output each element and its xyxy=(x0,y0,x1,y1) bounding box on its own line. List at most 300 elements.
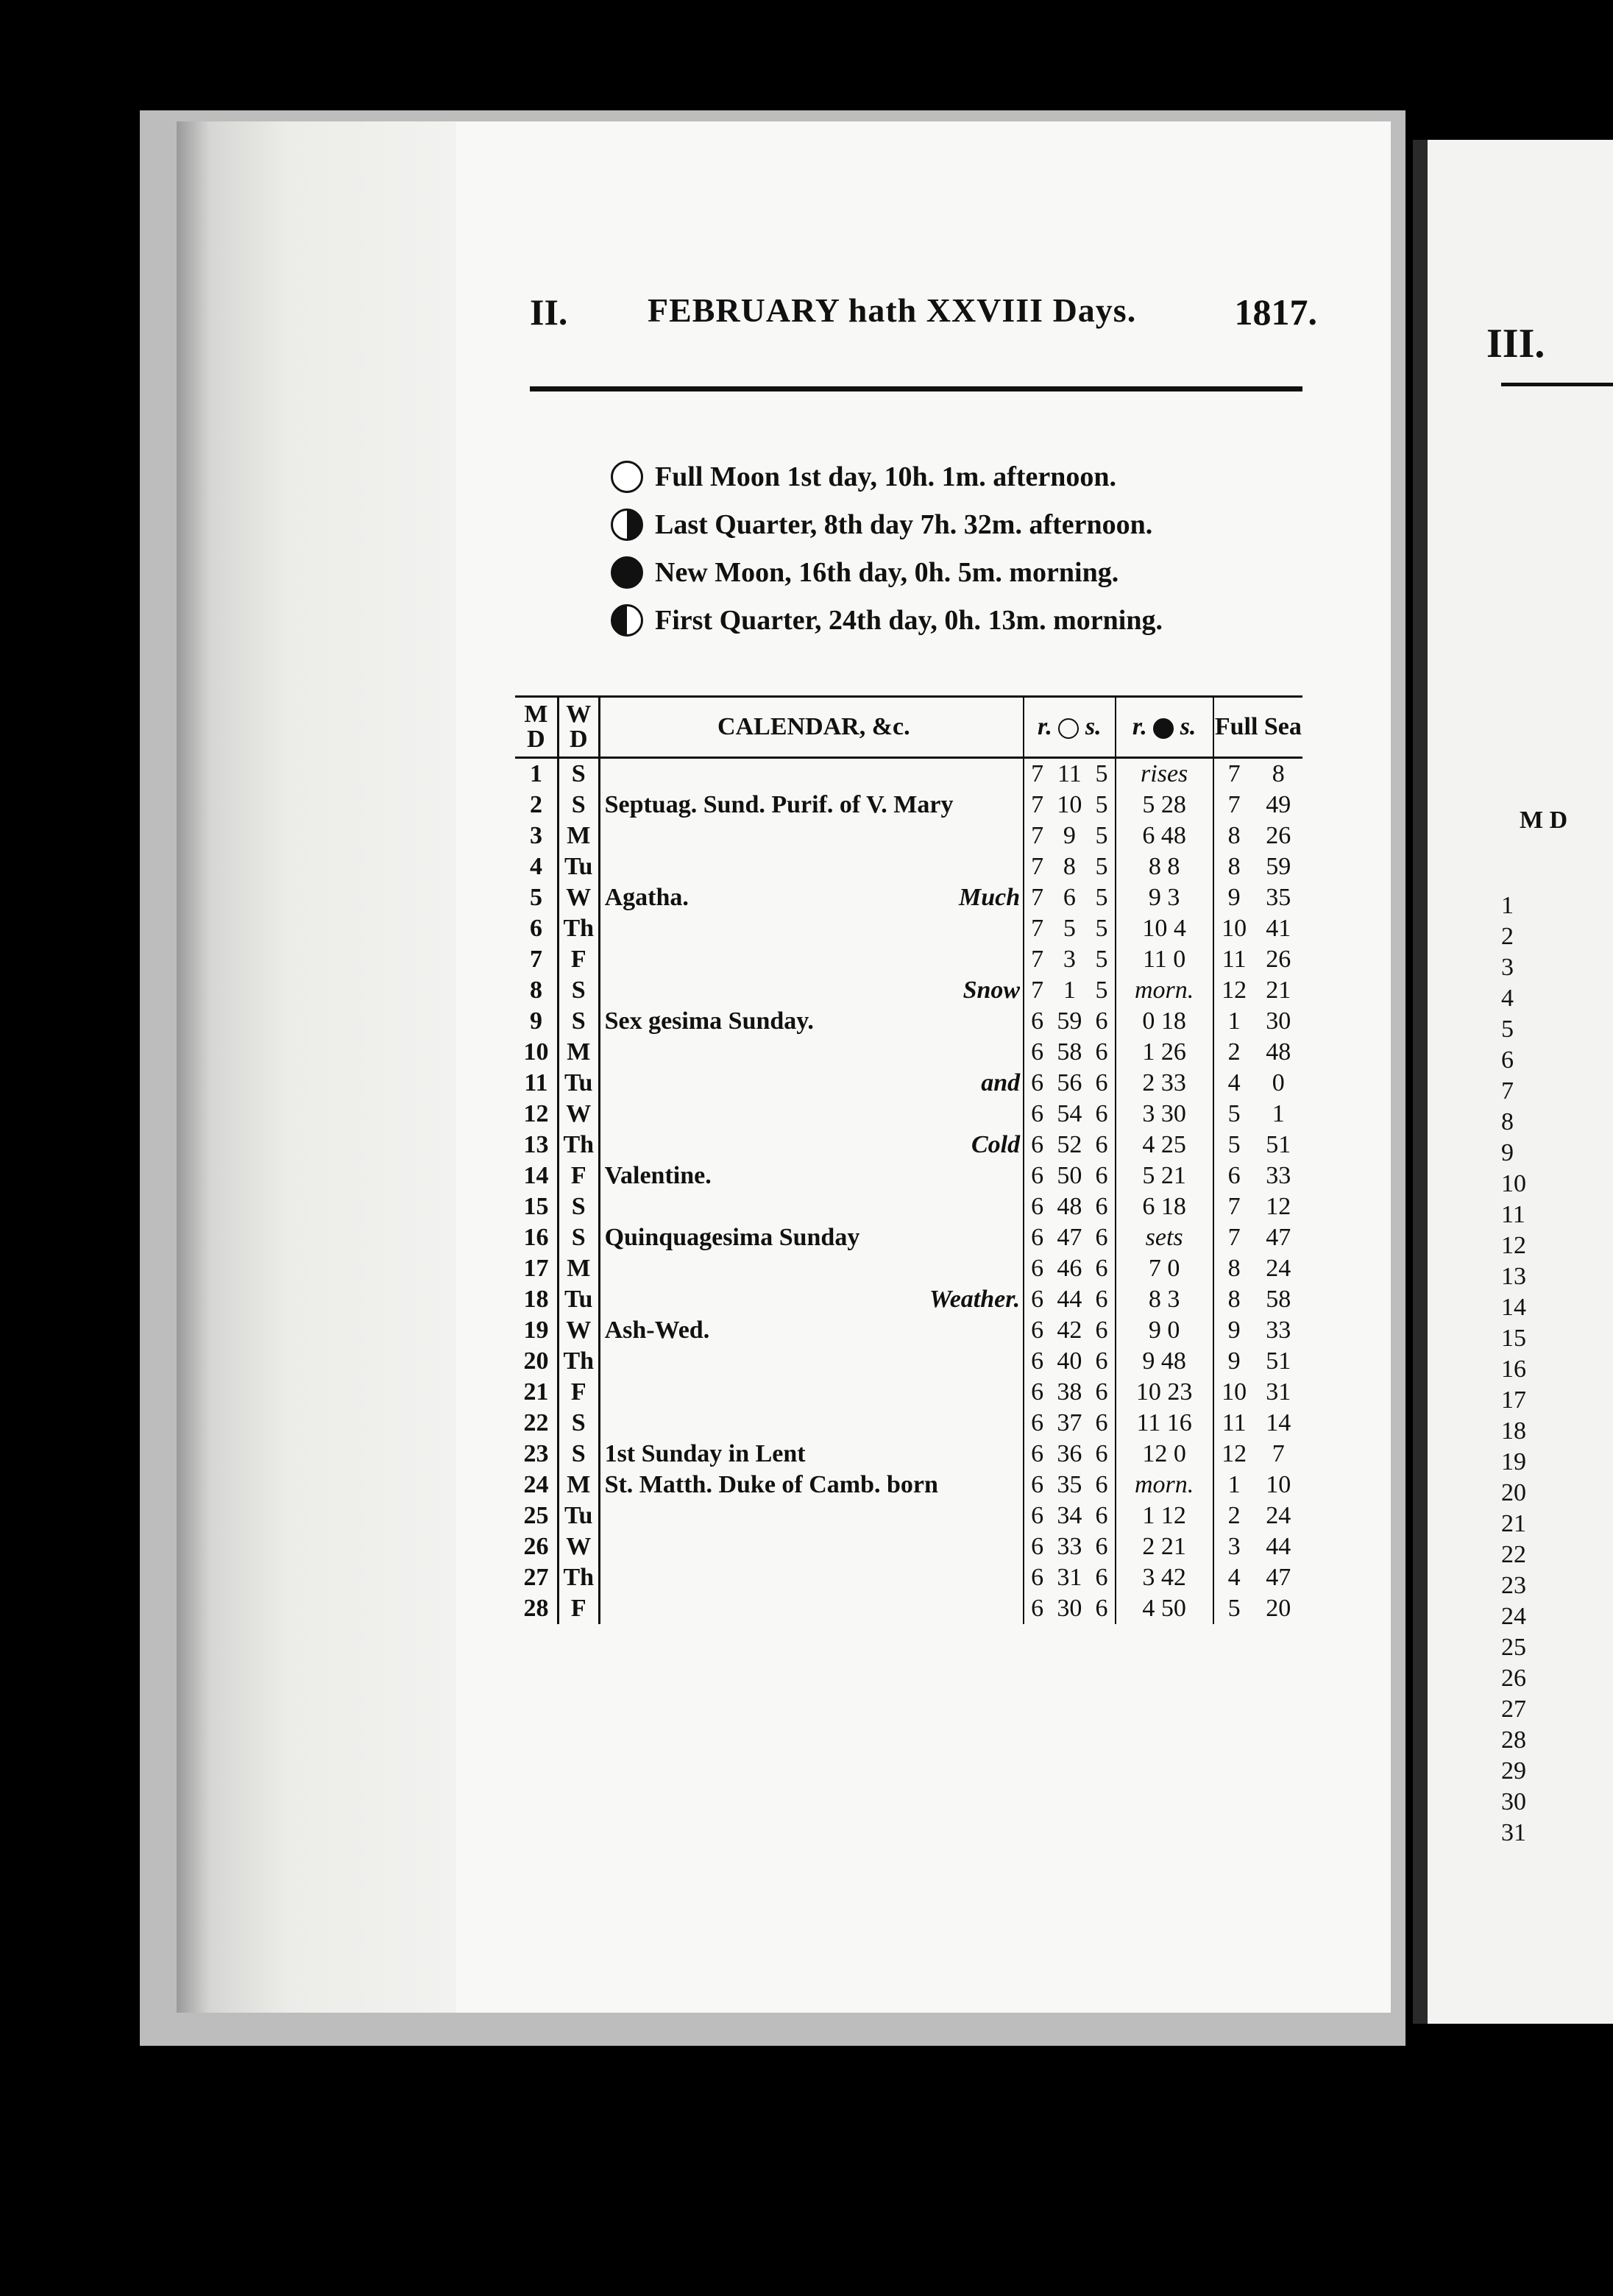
full-sea-minute: 8 xyxy=(1272,760,1285,787)
month-day: 13 xyxy=(523,1131,549,1158)
event-cell xyxy=(599,913,1024,944)
week-day: Th xyxy=(558,1562,599,1593)
sunrise-hour: 6 xyxy=(1024,1130,1050,1161)
table-row xyxy=(515,1470,1302,1500)
moon-rise-set: 7 0 xyxy=(1148,1255,1180,1282)
sunrise-minute: 33 xyxy=(1057,1533,1082,1560)
full-sea-hour: 1 xyxy=(1213,1470,1255,1500)
right-page-day: 8 xyxy=(1501,1108,1514,1135)
event-cell xyxy=(599,1130,1024,1161)
sunrise-hour: 6 xyxy=(1024,1315,1050,1346)
right-page-day: 3 xyxy=(1501,954,1514,981)
week-day: Th xyxy=(558,913,599,944)
full-sea-minute: 51 xyxy=(1266,1131,1291,1158)
sunrise-hour: 6 xyxy=(1024,1161,1050,1191)
sunrise-hour: 6 xyxy=(1024,1377,1050,1408)
moon-rise-set: 4 25 xyxy=(1142,1131,1186,1158)
table-row xyxy=(515,1593,1302,1624)
sunset-hour: 5 xyxy=(1089,821,1116,851)
sunrise-hour: 7 xyxy=(1024,975,1050,1006)
right-page-day: 24 xyxy=(1501,1603,1526,1630)
moon-rise-set: 5 21 xyxy=(1142,1162,1186,1189)
sunset-hour: 6 xyxy=(1089,1130,1116,1161)
table-row xyxy=(515,790,1302,821)
event-text: Septuag. Sund. Purif. of V. Mary xyxy=(604,791,954,818)
full-sea-hour: 3 xyxy=(1213,1531,1255,1562)
month-day: 26 xyxy=(523,1533,549,1560)
event-cell xyxy=(599,851,1024,882)
full-sea-hour: 5 xyxy=(1213,1099,1255,1130)
table-row xyxy=(515,1531,1302,1562)
week-day: F xyxy=(558,944,599,975)
full-sea-hour: 12 xyxy=(1213,1439,1255,1470)
moon-rise-set: 8 3 xyxy=(1148,1286,1180,1313)
sunset-hour: 5 xyxy=(1089,882,1116,913)
sunrise-hour: 6 xyxy=(1024,1408,1050,1439)
sunset-hour: 6 xyxy=(1089,1377,1116,1408)
sunrise-minute: 11 xyxy=(1057,760,1082,787)
right-page-day: 28 xyxy=(1501,1726,1526,1754)
weather-note: Snow xyxy=(963,977,1021,1004)
moon-rise-set: 3 30 xyxy=(1142,1100,1186,1127)
sunrise-hour: 6 xyxy=(1024,1253,1050,1284)
full-sea-hour: 4 xyxy=(1213,1068,1255,1099)
moon-rise-set: sets xyxy=(1145,1224,1183,1251)
full-sea-hour: 1 xyxy=(1213,1006,1255,1037)
right-page-day: 26 xyxy=(1501,1665,1526,1692)
right-page-col-header: M D xyxy=(1520,807,1568,834)
week-day: S xyxy=(558,975,599,1006)
sunrise-minute: 38 xyxy=(1057,1378,1082,1406)
table-row xyxy=(515,913,1302,944)
full-sea-minute: 20 xyxy=(1266,1595,1291,1622)
sunrise-hour: 6 xyxy=(1024,1593,1050,1624)
event-cell xyxy=(599,790,1024,821)
full-sea-minute: 30 xyxy=(1266,1007,1291,1035)
table-row xyxy=(515,1222,1302,1253)
sunrise-minute: 35 xyxy=(1057,1471,1082,1498)
week-day: S xyxy=(558,1006,599,1037)
month-day: 21 xyxy=(523,1378,549,1406)
table-row xyxy=(515,975,1302,1006)
moon-rise-set: rises xyxy=(1141,760,1188,787)
week-day: S xyxy=(558,758,599,790)
full-sea-minute: 1 xyxy=(1272,1100,1285,1127)
table-row xyxy=(515,758,1302,790)
full-sea-hour: 8 xyxy=(1213,821,1255,851)
full-sea-minute: 47 xyxy=(1266,1564,1291,1591)
month-day: 24 xyxy=(523,1471,549,1498)
full-sea-hour: 7 xyxy=(1213,790,1255,821)
full-sea-minute: 58 xyxy=(1266,1286,1291,1313)
sunrise-hour: 7 xyxy=(1024,913,1050,944)
calendar-table xyxy=(515,695,1302,1624)
sunrise-minute: 50 xyxy=(1057,1162,1082,1189)
event-cell xyxy=(599,1253,1024,1284)
sunrise-minute: 40 xyxy=(1057,1347,1082,1375)
week-day: F xyxy=(558,1377,599,1408)
sunrise-hour: 6 xyxy=(1024,1346,1050,1377)
full-sea-minute: 26 xyxy=(1266,946,1291,973)
weather-note: Weather. xyxy=(929,1286,1021,1313)
right-page-day: 19 xyxy=(1501,1448,1526,1475)
event-cell xyxy=(599,1377,1024,1408)
full-sea-hour: 7 xyxy=(1213,758,1255,790)
event-cell xyxy=(599,1068,1024,1099)
full-sea-minute: 7 xyxy=(1272,1440,1285,1467)
full-sea-minute: 33 xyxy=(1266,1317,1291,1344)
sunrise-hour: 6 xyxy=(1024,1284,1050,1315)
sunset-hour: 6 xyxy=(1089,1562,1116,1593)
month-day: 10 xyxy=(523,1038,549,1066)
phase-last-quarter xyxy=(611,500,1163,548)
sunset-hour: 6 xyxy=(1089,1284,1116,1315)
full-sea-hour: 4 xyxy=(1213,1562,1255,1593)
table-row xyxy=(515,1284,1302,1315)
sunset-hour: 6 xyxy=(1089,1531,1116,1562)
moon-phases xyxy=(611,453,1163,644)
phase-text: First Quarter, 24th day, 0h. 13m. morning. xyxy=(655,604,1163,636)
moon-rise-set: 9 3 xyxy=(1148,884,1180,911)
weather-note: Cold xyxy=(971,1131,1021,1158)
event-text: St. Matth. Duke of Camb. born xyxy=(604,1471,938,1498)
right-page-day: 2 xyxy=(1501,923,1514,950)
moon-rise-set: 3 42 xyxy=(1142,1564,1186,1591)
right-page-rule xyxy=(1501,383,1613,386)
sunrise-hour: 6 xyxy=(1024,1099,1050,1130)
moon-rise-set: 10 4 xyxy=(1142,915,1186,942)
sunset-hour: 6 xyxy=(1089,1346,1116,1377)
sunset-hour: 6 xyxy=(1089,1068,1116,1099)
col-header-wd: W D xyxy=(558,698,599,758)
table-row xyxy=(515,1439,1302,1470)
table-row xyxy=(515,1408,1302,1439)
full-sea-hour: 7 xyxy=(1213,1191,1255,1222)
table-row xyxy=(515,1037,1302,1068)
sunrise-hour: 6 xyxy=(1024,1439,1050,1470)
right-page-day: 12 xyxy=(1501,1232,1526,1259)
sunrise-minute: 30 xyxy=(1057,1595,1082,1622)
event-cell xyxy=(599,1161,1024,1191)
full-sea-hour: 12 xyxy=(1213,975,1255,1006)
event-cell xyxy=(599,882,1024,913)
sunrise-minute: 3 xyxy=(1063,946,1076,973)
col-header-full-sea: Full Sea xyxy=(1213,698,1302,758)
sun-icon xyxy=(1058,718,1079,739)
right-page-month-number: III. xyxy=(1486,321,1545,366)
event-cell xyxy=(599,758,1024,790)
sunset-hour: 5 xyxy=(1089,790,1116,821)
sunset-hour: 5 xyxy=(1089,851,1116,882)
full-sea-minute: 21 xyxy=(1266,977,1291,1004)
full-sea-hour: 8 xyxy=(1213,1253,1255,1284)
full-sea-minute: 41 xyxy=(1266,915,1291,942)
phase-first-quarter xyxy=(611,596,1163,644)
full-moon-icon xyxy=(611,461,643,493)
moon-rise-set: 8 8 xyxy=(1148,853,1180,880)
right-page-day: 7 xyxy=(1501,1077,1514,1105)
event-cell xyxy=(599,1191,1024,1222)
moon-rise-set: 2 33 xyxy=(1142,1069,1186,1096)
month-day: 25 xyxy=(523,1502,549,1529)
full-sea-hour: 2 xyxy=(1213,1037,1255,1068)
month-day: 11 xyxy=(524,1069,548,1096)
header-rule xyxy=(530,386,1302,391)
sunrise-hour: 6 xyxy=(1024,1470,1050,1500)
sunrise-hour: 6 xyxy=(1024,1222,1050,1253)
full-sea-minute: 10 xyxy=(1266,1471,1291,1498)
right-page-day: 17 xyxy=(1501,1386,1526,1414)
moon-rise-set: 4 50 xyxy=(1142,1595,1186,1622)
full-sea-hour: 6 xyxy=(1213,1161,1255,1191)
sunrise-minute: 1 xyxy=(1063,977,1076,1004)
sunset-hour: 6 xyxy=(1089,1439,1116,1470)
full-sea-minute: 49 xyxy=(1266,791,1291,818)
page-title: FEBRUARY hath XXVIII Days. xyxy=(648,291,1137,329)
moon-rise-set: 10 23 xyxy=(1135,1378,1193,1406)
event-text: Valentine. xyxy=(604,1162,712,1189)
sunrise-minute: 36 xyxy=(1057,1440,1082,1467)
sunrise-minute: 10 xyxy=(1057,791,1082,818)
full-sea-minute: 44 xyxy=(1266,1533,1291,1560)
moon-rise-set: 5 28 xyxy=(1142,791,1186,818)
week-day: W xyxy=(558,1315,599,1346)
sunrise-hour: 6 xyxy=(1024,1531,1050,1562)
sunset-hour: 6 xyxy=(1089,1222,1116,1253)
table-header-row xyxy=(515,698,1302,758)
phase-text: Full Moon 1st day, 10h. 1m. afternoon. xyxy=(655,461,1117,492)
table-row xyxy=(515,1130,1302,1161)
month-day: 12 xyxy=(523,1100,549,1127)
full-sea-hour: 9 xyxy=(1213,1346,1255,1377)
week-day: S xyxy=(558,1191,599,1222)
month-day: 17 xyxy=(523,1255,549,1282)
week-day: W xyxy=(558,1531,599,1562)
month-day: 2 xyxy=(529,791,542,818)
full-sea-hour: 2 xyxy=(1213,1500,1255,1531)
event-cell xyxy=(599,1593,1024,1624)
event-cell xyxy=(599,1315,1024,1346)
moon-rise-set: 2 21 xyxy=(1142,1533,1186,1560)
right-page-day: 29 xyxy=(1501,1757,1526,1785)
sunset-hour: 6 xyxy=(1089,1408,1116,1439)
full-sea-minute: 26 xyxy=(1266,822,1291,849)
month-number: II. xyxy=(530,291,568,333)
right-page-day: 16 xyxy=(1501,1356,1526,1383)
event-cell xyxy=(599,1284,1024,1315)
right-page-day: 21 xyxy=(1501,1510,1526,1537)
month-day: 28 xyxy=(523,1595,549,1622)
right-page-day: 31 xyxy=(1501,1819,1526,1846)
month-day: 8 xyxy=(529,977,542,1004)
table-row xyxy=(515,1562,1302,1593)
month-day: 18 xyxy=(523,1286,549,1313)
new-moon-icon xyxy=(611,556,643,589)
right-page-day: 5 xyxy=(1501,1016,1514,1043)
sunset-hour: 6 xyxy=(1089,1099,1116,1130)
full-sea-hour: 9 xyxy=(1213,1315,1255,1346)
full-sea-minute: 24 xyxy=(1266,1502,1291,1529)
event-cell xyxy=(599,1346,1024,1377)
event-text: Agatha. xyxy=(604,884,689,911)
event-cell xyxy=(599,1037,1024,1068)
sunrise-hour: 7 xyxy=(1024,758,1050,790)
full-sea-minute: 24 xyxy=(1266,1255,1291,1282)
sunrise-hour: 7 xyxy=(1024,944,1050,975)
right-page-day: 23 xyxy=(1501,1572,1526,1599)
sunrise-hour: 7 xyxy=(1024,790,1050,821)
sunrise-minute: 58 xyxy=(1057,1038,1082,1066)
full-sea-minute: 0 xyxy=(1272,1069,1285,1096)
week-day: S xyxy=(558,1222,599,1253)
week-day: Tu xyxy=(558,851,599,882)
year: 1817. xyxy=(1234,291,1317,333)
sunset-hour: 6 xyxy=(1089,1593,1116,1624)
right-page-day: 15 xyxy=(1501,1325,1526,1352)
sunset-hour: 6 xyxy=(1089,1500,1116,1531)
month-day: 4 xyxy=(529,853,542,880)
moon-icon xyxy=(1153,718,1174,739)
event-cell xyxy=(599,1099,1024,1130)
month-day: 14 xyxy=(523,1162,549,1189)
event-cell xyxy=(599,944,1024,975)
week-day: W xyxy=(558,1099,599,1130)
phase-text: Last Quarter, 8th day 7h. 32m. afternoon. xyxy=(655,509,1153,540)
table-row xyxy=(515,944,1302,975)
sunset-hour: 5 xyxy=(1089,975,1116,1006)
sunrise-minute: 48 xyxy=(1057,1193,1082,1220)
month-day: 27 xyxy=(523,1564,549,1591)
right-page-day: 30 xyxy=(1501,1788,1526,1815)
sunrise-minute: 47 xyxy=(1057,1224,1082,1251)
sunset-hour: 6 xyxy=(1089,1191,1116,1222)
table-row xyxy=(515,1161,1302,1191)
event-cell xyxy=(599,1500,1024,1531)
moon-rise-set: 6 48 xyxy=(1142,822,1186,849)
sunset-hour: 6 xyxy=(1089,1253,1116,1284)
event-cell xyxy=(599,1408,1024,1439)
month-day: 20 xyxy=(523,1347,549,1375)
event-cell xyxy=(599,1439,1024,1470)
moon-rise-set: 11 16 xyxy=(1136,1409,1192,1436)
event-cell xyxy=(599,1470,1024,1500)
table-row xyxy=(515,882,1302,913)
sunrise-hour: 6 xyxy=(1024,1006,1050,1037)
full-sea-hour: 8 xyxy=(1213,851,1255,882)
moon-rise-set: morn. xyxy=(1135,977,1194,1004)
full-sea-minute: 59 xyxy=(1266,853,1291,880)
table-row xyxy=(515,821,1302,851)
book-spine xyxy=(1413,140,1428,2024)
full-sea-hour: 10 xyxy=(1213,913,1255,944)
sunrise-hour: 7 xyxy=(1024,882,1050,913)
week-day: S xyxy=(558,1439,599,1470)
sunrise-hour: 6 xyxy=(1024,1037,1050,1068)
sunrise-minute: 5 xyxy=(1063,915,1076,942)
moon-rise-set: morn. xyxy=(1135,1471,1194,1498)
sunrise-minute: 8 xyxy=(1063,853,1076,880)
right-page-day: 11 xyxy=(1501,1201,1525,1228)
sunrise-hour: 6 xyxy=(1024,1500,1050,1531)
event-cell xyxy=(599,1562,1024,1593)
table-row xyxy=(515,1315,1302,1346)
month-day: 5 xyxy=(529,884,542,911)
sunset-hour: 6 xyxy=(1089,1470,1116,1500)
right-page-day: 13 xyxy=(1501,1263,1526,1290)
right-page-day: 20 xyxy=(1501,1479,1526,1506)
table-row xyxy=(515,1377,1302,1408)
sunrise-minute: 46 xyxy=(1057,1255,1082,1282)
event-text: Quinquagesima Sunday xyxy=(604,1224,860,1251)
full-sea-minute: 12 xyxy=(1266,1193,1291,1220)
sunrise-minute: 31 xyxy=(1057,1564,1082,1591)
sunset-hour: 5 xyxy=(1089,758,1116,790)
week-day: M xyxy=(558,1253,599,1284)
full-sea-minute: 51 xyxy=(1266,1347,1291,1375)
event-cell xyxy=(599,1222,1024,1253)
sunset-hour: 5 xyxy=(1089,913,1116,944)
table-row xyxy=(515,1346,1302,1377)
col-header-sun: r. s. xyxy=(1024,698,1115,758)
full-sea-minute: 33 xyxy=(1266,1162,1291,1189)
sunset-hour: 6 xyxy=(1089,1315,1116,1346)
full-sea-minute: 31 xyxy=(1266,1378,1291,1406)
moon-rise-set: 11 0 xyxy=(1143,946,1186,973)
sunset-hour: 5 xyxy=(1089,944,1116,975)
col-header-calendar: CALENDAR, &c. xyxy=(599,698,1024,758)
col-header-md: M D xyxy=(515,698,558,758)
sunset-hour: 6 xyxy=(1089,1037,1116,1068)
week-day: Tu xyxy=(558,1500,599,1531)
right-page-day: 6 xyxy=(1501,1046,1514,1074)
sunrise-hour: 7 xyxy=(1024,851,1050,882)
weather-note: Much xyxy=(958,884,1021,911)
right-page-day: 18 xyxy=(1501,1417,1526,1445)
sunrise-minute: 59 xyxy=(1057,1007,1082,1035)
sunrise-hour: 6 xyxy=(1024,1191,1050,1222)
sunrise-minute: 9 xyxy=(1063,822,1076,849)
last-quarter-icon xyxy=(611,509,643,541)
right-page-day: 1 xyxy=(1501,892,1514,919)
full-sea-hour: 11 xyxy=(1213,944,1255,975)
weather-note: and xyxy=(981,1069,1021,1096)
month-day: 1 xyxy=(529,760,542,787)
right-page-day: 4 xyxy=(1501,985,1514,1012)
table-row xyxy=(515,1006,1302,1037)
event-text: Sex gesima Sunday. xyxy=(604,1007,814,1035)
phase-text: New Moon, 16th day, 0h. 5m. morning. xyxy=(655,556,1119,588)
table-row xyxy=(515,1068,1302,1099)
right-page xyxy=(1413,140,1613,2024)
sunrise-hour: 7 xyxy=(1024,821,1050,851)
right-page-day: 9 xyxy=(1501,1139,1514,1166)
moon-rise-set: 12 0 xyxy=(1142,1440,1186,1467)
month-day: 6 xyxy=(529,915,542,942)
full-sea-hour: 11 xyxy=(1213,1408,1255,1439)
event-cell xyxy=(599,1531,1024,1562)
full-sea-hour: 10 xyxy=(1213,1377,1255,1408)
month-day: 16 xyxy=(523,1224,549,1251)
month-day: 23 xyxy=(523,1440,549,1467)
full-sea-hour: 9 xyxy=(1213,882,1255,913)
right-page-day: 22 xyxy=(1501,1541,1526,1568)
moon-rise-set: 1 12 xyxy=(1142,1502,1186,1529)
week-day: M xyxy=(558,821,599,851)
phase-new-moon xyxy=(611,548,1163,596)
week-day: W xyxy=(558,882,599,913)
month-day: 15 xyxy=(523,1193,549,1220)
sunrise-hour: 6 xyxy=(1024,1068,1050,1099)
